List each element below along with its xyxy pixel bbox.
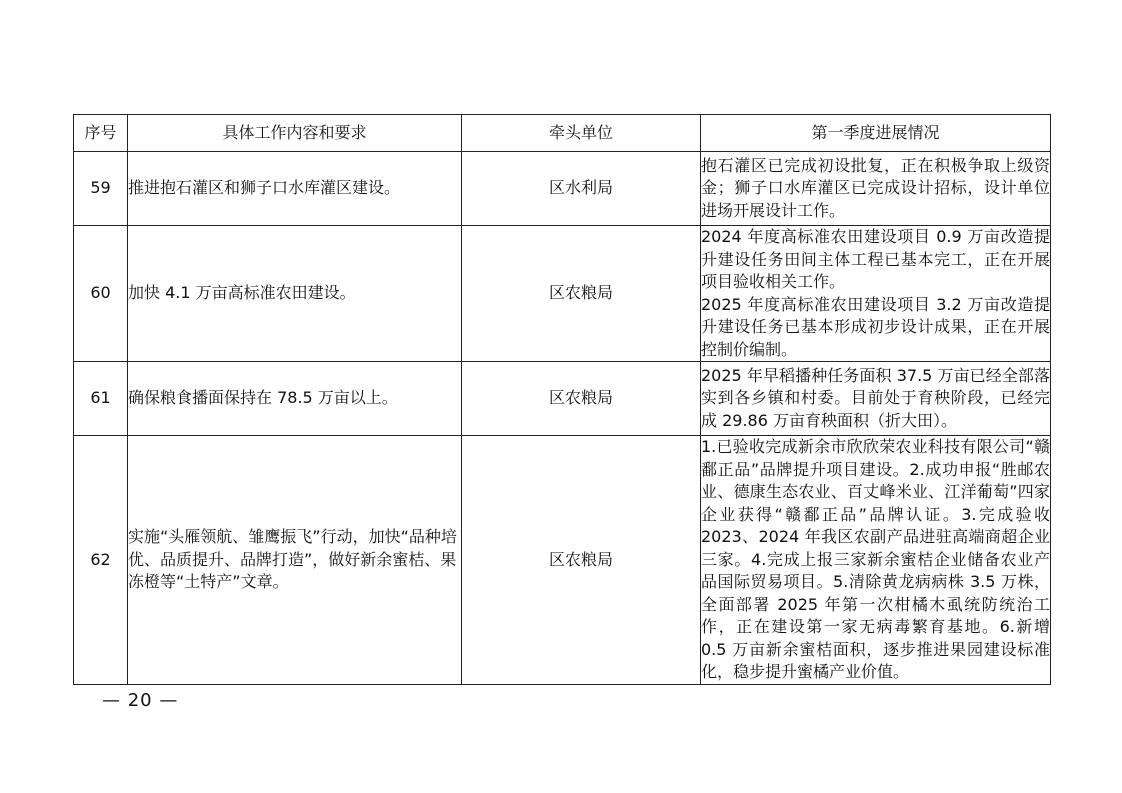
table-row [74, 436, 1051, 685]
table-row [74, 226, 1051, 362]
row-progress [701, 362, 1051, 436]
row-task-content: 加快 4.1 万亩高标准农田建设。 [128, 226, 462, 362]
header-task-content: 具体工作内容和要求 [128, 115, 462, 152]
progress-paragraph: 1.已验收完成新余市欣欣荣农业科技有限公司“赣鄱正品”品牌提升项目建设。2.成功申报“胜邮农业、德康生态农业、百丈峰米业、江洋葡萄”四家企业获得“赣鄱正品”品牌认证。3.完成验收 2023、2024 年我区农副产品进驻高端商超企业三家。4.完成上报三家新余蜜桔企业储备农业产品国际贸易项目。5.清除黄龙病病株 3.5 万株，全面部署 2025 年第一次柑橘木虱统防统治工作，正在建设第一家无病毒繁育基地。6.新增 0.5 万亩新余蜜桔面积，逐步推进果园建设标准化，稳步提升蜜橘产业价值。 [701, 437, 1050, 681]
progress-paragraph: 2025 年早稻播种任务面积 37.5 万亩已经全部落实到各乡镇和村委。目前处于育秧阶段，已经完成 29.86 万亩育秧面积（折大田）。 [701, 365, 1050, 430]
row-lead-unit: 区农粮局 [462, 362, 701, 436]
row-task-content: 推进抱石灌区和狮子口水库灌区建设。 [128, 152, 462, 226]
row-serial-number: 60 [74, 226, 128, 362]
row-serial-number: 61 [74, 362, 128, 436]
row-progress [701, 152, 1051, 226]
header-q1-progress: 第一季度进展情况 [701, 115, 1051, 152]
header-lead-unit: 牵头单位 [462, 115, 701, 152]
work-progress-table [73, 114, 1051, 685]
progress-paragraph: 抱石灌区已完成初设批复，正在积极争取上级资金；狮子口水库灌区已完成设计招标，设计单位进场开展设计工作。 [701, 155, 1050, 220]
row-serial-number: 62 [74, 436, 128, 685]
row-task-content: 确保粮食播面保持在 78.5 万亩以上。 [128, 362, 462, 436]
table-header-row [74, 115, 1051, 152]
row-progress [701, 436, 1051, 685]
table-row [74, 152, 1051, 226]
page-number: — 20 — [102, 690, 179, 711]
row-lead-unit: 区农粮局 [462, 226, 701, 362]
progress-paragraph: 2024 年度高标准农田建设项目 0.9 万亩改造提升建设任务田间主体工程已基本完工，正在开展项目验收相关工作。 [701, 227, 1050, 291]
row-lead-unit: 区农粮局 [462, 436, 701, 685]
row-serial-number: 59 [74, 152, 128, 226]
row-lead-unit: 区水利局 [462, 152, 701, 226]
table-row [74, 362, 1051, 436]
progress-paragraph: 2025 年度高标准农田建设项目 3.2 万亩改造提升建设任务已基本形成初步设计成果，正在开展控制价编制。 [701, 294, 1050, 359]
row-progress [701, 226, 1051, 362]
header-serial-number: 序号 [74, 115, 128, 152]
row-task-content: 实施“头雁领航、雏鹰振飞”行动，加快“品种培优、品质提升、品牌打造”，做好新余蜜桔、果冻橙等“土特产”文章。 [128, 436, 462, 685]
